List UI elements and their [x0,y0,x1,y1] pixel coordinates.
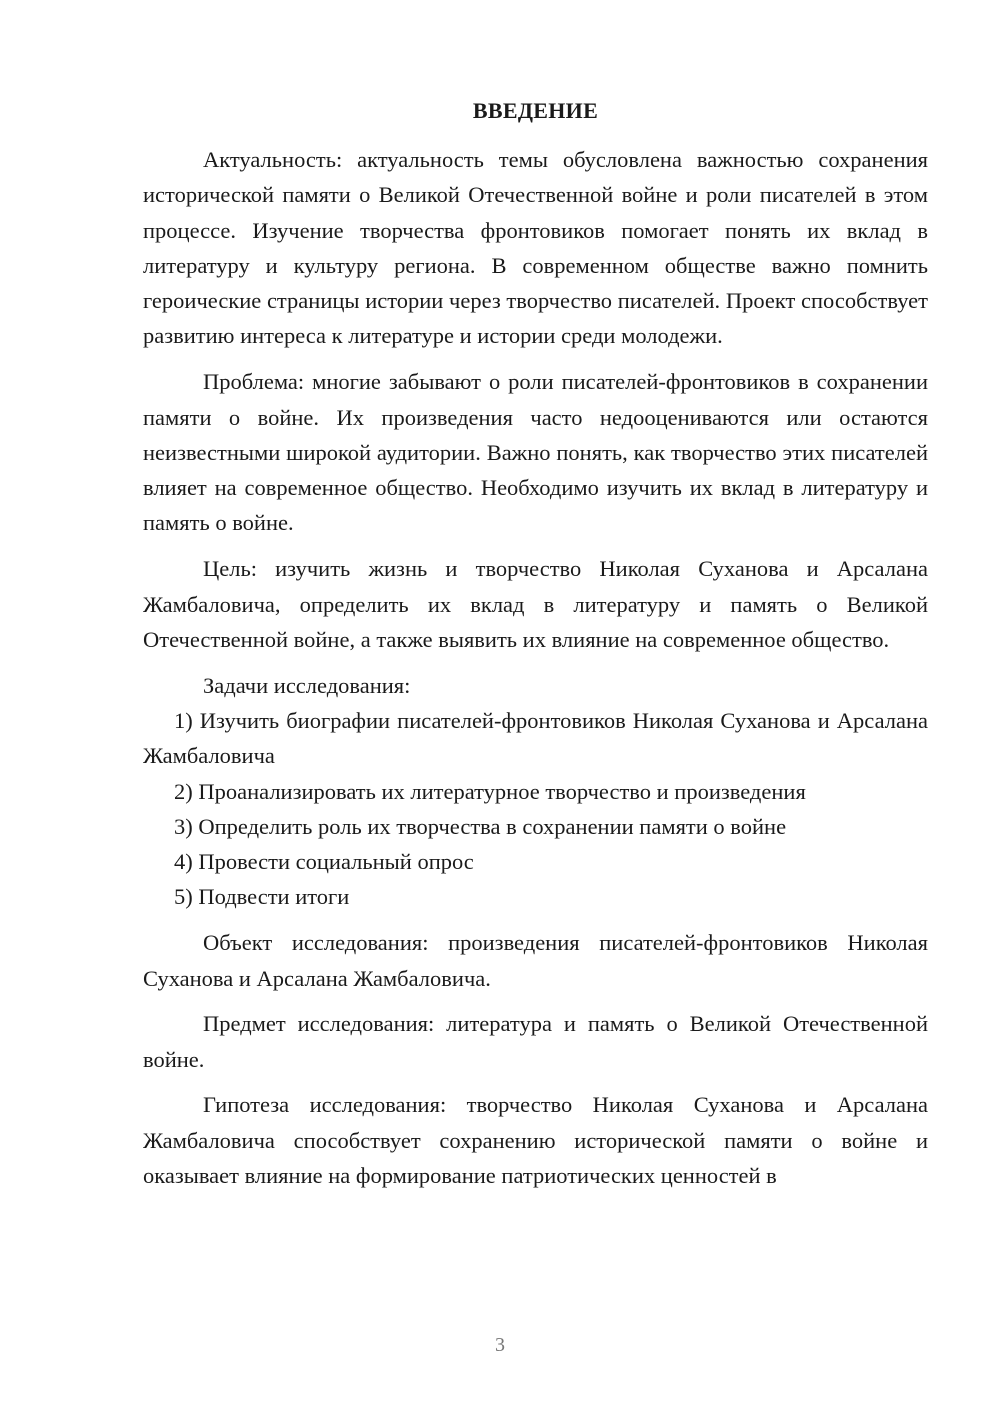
task-item-2: 2) Проанализировать их литературное творчество и произведения [174,778,806,804]
task-item-3: 3) Определить роль их творчества в сохранении памяти о войне [174,813,787,839]
tasks-heading: Задачи исследования: [203,672,411,698]
paragraph-goal: Цель: изучить жизнь и творчество Николая Суханова и Арсалана Жамбаловича, определить их вклад в литературу и память о Великой Отечественной войне, а также выявить их влияние на современное общество. [143,556,928,652]
paragraph-subject: Предмет исследования: литература и память о Великой Отечественной войне. [143,1011,928,1072]
paragraph-hypothesis: Гипотеза исследования: творчество Николая Суханова и Арсалана Жамбаловича способствует сохранению исторической памяти о войне и оказывает влияние на формирование патриотических ценностей в [143,1092,928,1189]
task-item-1: 1) Изучить биографии писателей-фронтовиков Николая Суханова и Арсалана Жамбаловича [143,707,928,769]
paragraph-relevance: Актуальность: актуальность темы обусловлена важностью сохранения исторической памяти о Великой Отечественной войне и роли писателей в этом процессе. Изучение творчества фронтовиков помогает понять их вклад в литературу и культуру региона. В современном обществе важно помнить героические страницы истории через творчество писателей. Проект способствует развитию интереса к литературе и истории среди молодежи. [143,147,928,349]
page-number: 3 [495,1334,505,1356]
tasks-list [143,703,928,915]
task-item-5: 5) Подвести итоги [174,884,350,910]
paragraph-object: Объект исследования: произведения писателей-фронтовиков Николая Суханова и Арсалана Жамбаловича. [143,930,928,991]
section-title: ВВЕДЕНИЕ [472,98,599,123]
task-item-4: 4) Провести социальный опрос [174,849,474,875]
paragraph-problem: Проблема: многие забывают о роли писателей-фронтовиков в сохранении памяти о войне. Их произведения часто недооцениваются или остаются неизвестными широкой аудитории. Важно понять, как творчество этих писателей влияет на современное общество. Необходимо изучить их вклад в литературу и память о войне. [143,369,928,536]
body-text [143,142,928,1193]
